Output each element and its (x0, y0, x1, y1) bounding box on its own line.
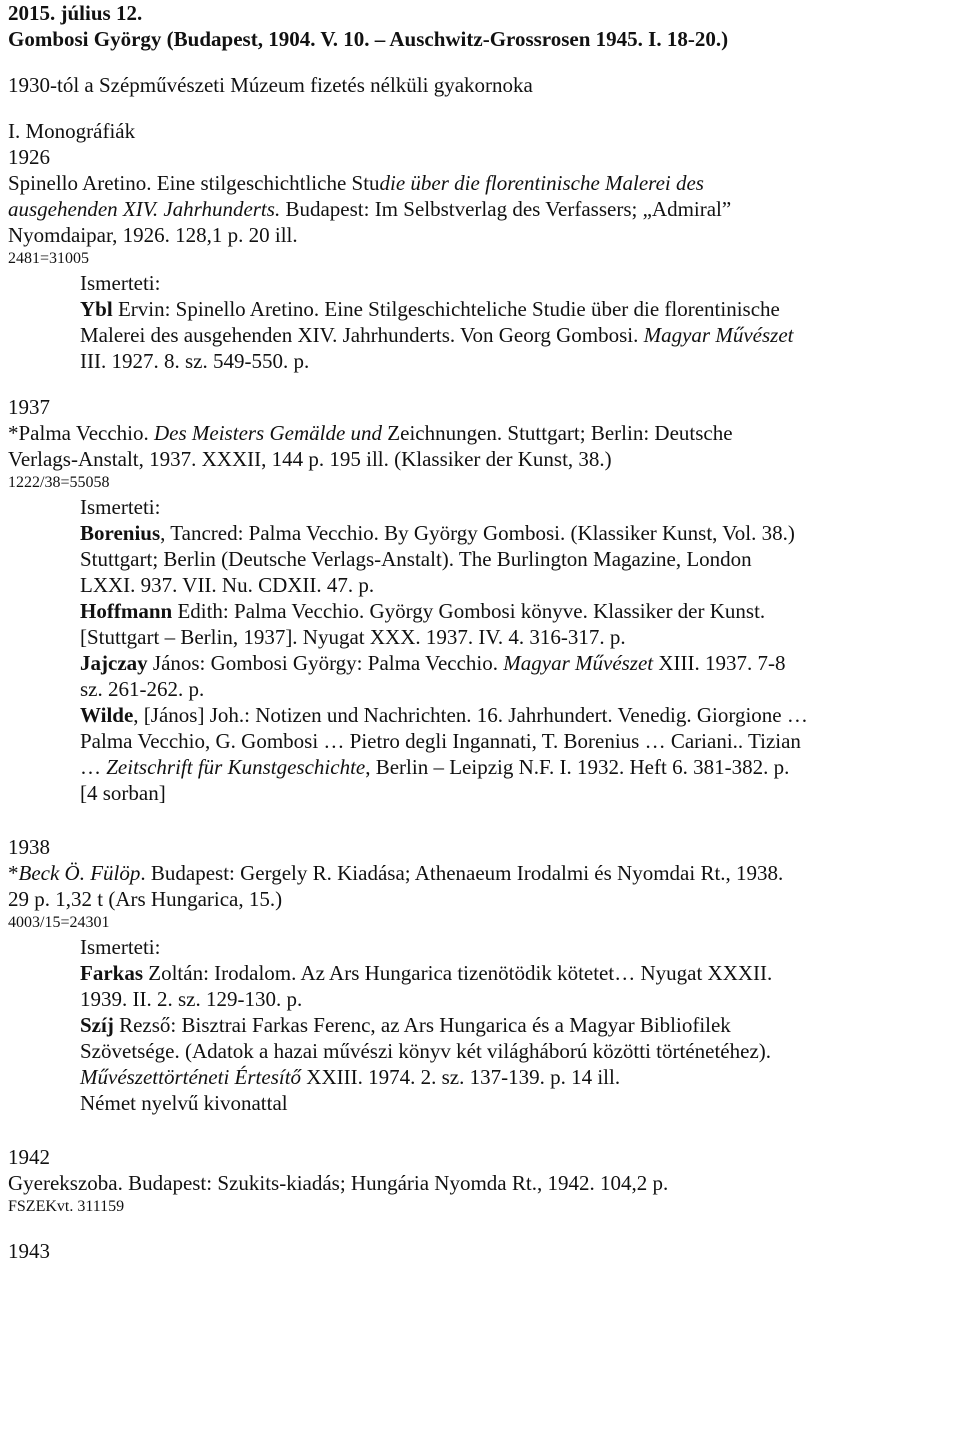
review-1926-1-line3: III. 1927. 8. sz. 549-550. p. (80, 349, 310, 373)
review-1938-1-line1: Farkas Zoltán: Irodalom. Az Ars Hungarica tizenötödik kötetet… Nyugat XXXII. (80, 961, 773, 985)
entry-1938-code: 4003/15=24301 (8, 914, 110, 931)
entry-1926-code: 2481=31005 (8, 250, 90, 267)
entry-1937-line2: Verlags-Anstalt, 1937. XXXII, 144 p. 195 ill. (Klassiker der Kunst, 38.) (8, 447, 612, 471)
entry-1937-line1: *Palma Vecchio. Des Meisters Gemälde und Zeichnungen. Stuttgart; Berlin: Deutsche (8, 421, 733, 445)
reviewed-label: Ismerteti: (80, 495, 161, 519)
year-1942: 1942 (8, 1145, 50, 1169)
review-1938-2-line1: Szíj Rezső: Bisztrai Farkas Ferenc, az Ars Hungarica és a Magyar Bibliofilek (80, 1013, 731, 1037)
review-1937-4-line3: … Zeitschrift für Kunstgeschichte, Berlin – Leipzig N.F. I. 1932. Heft 6. 381-382. p. (80, 755, 790, 779)
review-1937-4-line1: Wilde, [János] Joh.: Notizen und Nachrichten. 16. Jahrhundert. Venedig. Giorgione … (80, 703, 808, 727)
entry-1926-line3: Nyomdaipar, 1926. 128,1 p. 20 ill. (8, 223, 298, 247)
entry-1938-line1: *Beck Ö. Fülöp. Budapest: Gergely R. Kiadása; Athenaeum Irodalmi és Nyomdai Rt., 1938. (8, 861, 784, 885)
year-1937: 1937 (8, 395, 50, 419)
review-1938-2-line3: Művészettörténeti Értesítő XXIII. 1974. 2. sz. 137-139. p. 14 ill. (80, 1065, 621, 1089)
entry-1942-line1: Gyerekszoba. Budapest: Szukits-kiadás; Hungária Nyomda Rt., 1942. 104,2 p. (8, 1171, 669, 1195)
review-1938-2-line2: Szövetsége. (Adatok a hazai művészi könyv két világháború közötti történetéhez). (80, 1039, 772, 1063)
review-1926-1-line2: Malerei des ausgehenden XIV. Jahrhunderts. Von Georg Gombosi. Magyar Művészet (80, 323, 794, 347)
review-1937-2-line2: [Stuttgart – Berlin, 1937]. Nyugat XXX. 1937. IV. 4. 316-317. p. (80, 625, 626, 649)
subject-heading: Gombosi György (Budapest, 1904. V. 10. – Auschwitz-Grossrosen 1945. I. 18-20.) (8, 27, 729, 51)
review-1937-1-line3: LXXI. 937. VII. Nu. CDXII. 47. p. (80, 573, 375, 597)
review-1938-2-line4: Német nyelvű kivonattal (80, 1091, 288, 1115)
subject-role: 1930-tól a Szépművészeti Múzeum fizetés nélküli gyakornoka (8, 73, 533, 97)
review-1937-1-line2: Stuttgart; Berlin (Deutsche Verlags-Anstalt). The Burlington Magazine, London (80, 547, 752, 571)
section-title: I. Monográfiák (8, 119, 136, 143)
review-1926-1-line1: Ybl Ervin: Spinello Aretino. Eine Stilgeschichteliche Studie über die florentinische (80, 297, 780, 321)
review-1937-1-line1: Borenius, Tancred: Palma Vecchio. By György Gombosi. (Klassiker Kunst, Vol. 38.) (80, 521, 795, 545)
reviewed-label: Ismerteti: (80, 271, 161, 295)
review-1937-3-line2: sz. 261-262. p. (80, 677, 205, 701)
entry-1938-line2: 29 p. 1,32 t (Ars Hungarica, 15.) (8, 887, 283, 911)
review-1937-4-line2: Palma Vecchio, G. Gombosi … Pietro degli Ingannati, T. Borenius … Cariani.. Tizian (80, 729, 801, 753)
reviewed-label: Ismerteti: (80, 935, 161, 959)
review-1938-1-line2: 1939. II. 2. sz. 129-130. p. (80, 987, 303, 1011)
document-date: 2015. július 12. (8, 1, 143, 25)
year-1938: 1938 (8, 835, 50, 859)
review-1937-4-line4: [4 sorban] (80, 781, 166, 805)
year-1943: 1943 (8, 1239, 50, 1263)
year-1926: 1926 (8, 145, 50, 169)
entry-1926-line1: Spinello Aretino. Eine stilgeschichtliche Studie über die florentinische Malerei des (8, 171, 704, 195)
review-1937-3-line1: Jajczay János: Gombosi György: Palma Vecchio. Magyar Művészet XIII. 1937. 7-8 (80, 651, 786, 675)
entry-1942-code: FSZEKvt. 311159 (8, 1198, 125, 1215)
review-1937-2-line1: Hoffmann Edith: Palma Vecchio. György Gombosi könyve. Klassiker der Kunst. (80, 599, 766, 623)
entry-1926-line2: ausgehenden XIV. Jahrhunderts. Budapest: Im Selbstverlag des Verfassers; „Admiral” (8, 197, 732, 221)
entry-1937-code: 1222/38=55058 (8, 474, 110, 491)
